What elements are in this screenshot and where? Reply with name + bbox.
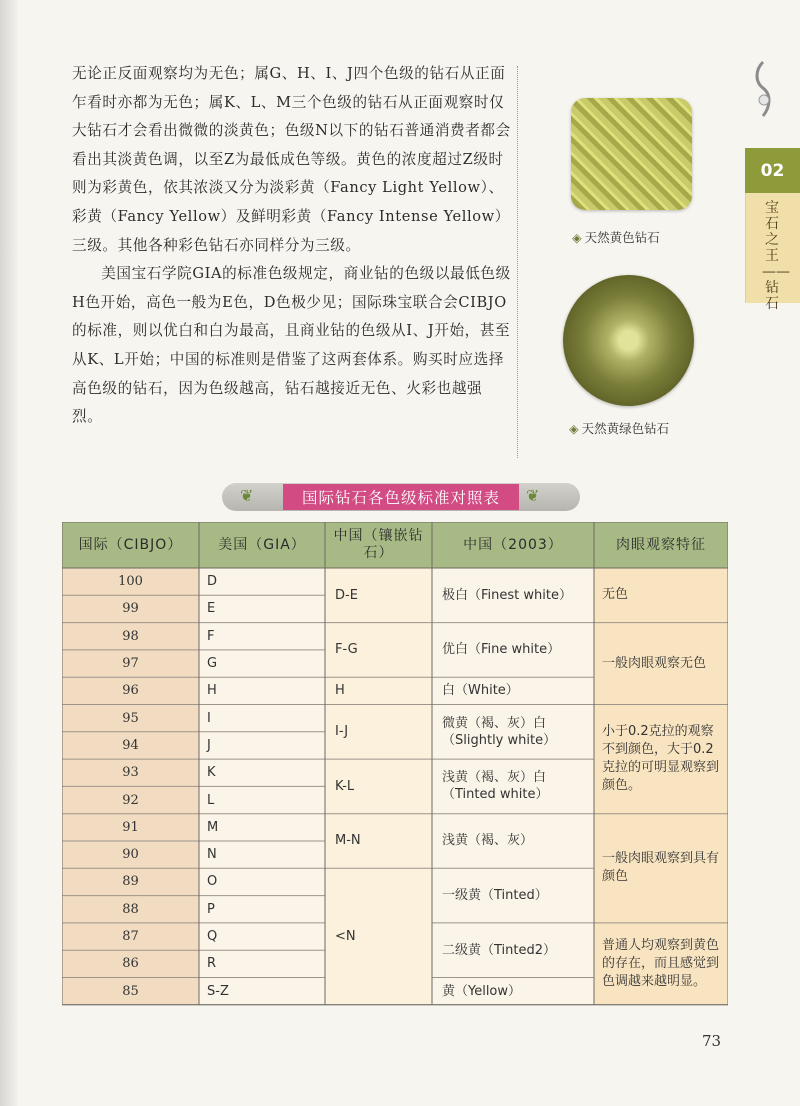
ornament-left-icon: ❦ bbox=[240, 486, 254, 505]
china-2003-grade: 一级黄（Tinted） bbox=[442, 888, 548, 904]
gia-grade: P bbox=[207, 901, 215, 917]
chapter-title: 宝石之王——钻石 bbox=[762, 200, 790, 312]
cibjo-grade: 96 bbox=[122, 683, 139, 699]
page-gutter bbox=[0, 0, 18, 1106]
figure-caption-1-text: 天然黄色钻石 bbox=[584, 230, 660, 245]
paragraph-standards: 美国宝石学院GIA的标准色级规定，商业钻的色级以最低色级H色开始，高色一般为E色，D色极少见；国际珠宝联合会CIBJO的标准，则以优白和白为最高，且商业钻的色级从I、J开始，甚至从K、L开始；中国的标准则是借鉴了这两套体系。购买时应选择高色级的钻石，因为色级越高，钻石越接近无色、火彩也越强烈。 bbox=[72, 265, 511, 426]
china-2003-grade: 极白（Finest white） bbox=[442, 587, 572, 603]
gia-grade: K bbox=[207, 765, 216, 781]
ornament-right-icon: ❦ bbox=[526, 486, 540, 505]
gia-grade: J bbox=[207, 737, 211, 753]
gia-grade: I bbox=[207, 710, 211, 726]
gia-grade: H bbox=[207, 683, 217, 699]
figure-caption-1 bbox=[572, 228, 660, 246]
gia-grade: N bbox=[207, 847, 217, 863]
diamond-bullet-icon: ◈ bbox=[569, 421, 579, 436]
visual-feature: 一般肉眼观察到具有颜色 bbox=[602, 851, 720, 885]
page-number: 73 bbox=[702, 1032, 722, 1050]
china-2003-grade: 白（White） bbox=[442, 683, 519, 699]
gia-grade: D bbox=[207, 574, 218, 590]
paragraph-color-grades: 无论正反面观察均为无色；属G、H、I、J四个色级的钻石从正面乍看时亦都为无色；属K、L、M三个色级的钻石从正面观察时仅大钻石才会看出微微的淡黄色；色级N以下的钻石普通消费者都会看出其淡黄色调，以至Z为最低成色等级。黄色的浓度超过Z级时则为彩黄色，依其浓淡又分为淡彩黄（Fancy Light Yellow）、彩黄（Fancy Yellow）及鲜明彩黄（Fancy Intense Yellow）三级。其他各种彩色钻石亦同样分为三级。 bbox=[72, 65, 511, 254]
cibjo-grade: 95 bbox=[122, 710, 139, 726]
cibjo-grade: 85 bbox=[122, 983, 139, 999]
gia-grade: M bbox=[207, 819, 219, 835]
visual-feature: 普通人均观察到黄色的存在，而且感觉到色调越来越明显。 bbox=[602, 937, 720, 989]
china-2003-grade: 浅黄（褐、灰）白（Tinted white） bbox=[442, 770, 549, 803]
color-grade-table bbox=[62, 522, 728, 1006]
cibjo-grade: 92 bbox=[122, 792, 139, 808]
cibjo-grade: 98 bbox=[122, 628, 139, 644]
cibjo-grade: 99 bbox=[122, 601, 139, 617]
table-header: 美国（GIA） bbox=[218, 536, 306, 553]
gia-grade: O bbox=[207, 874, 218, 890]
table-header: 肉眼观察特征 bbox=[616, 536, 706, 553]
china-2003-grade: 黄（Yellow） bbox=[442, 983, 522, 999]
gia-grade: E bbox=[207, 601, 216, 617]
china-mount-grade: M-N bbox=[335, 833, 361, 849]
china-mount-grade: F-G bbox=[335, 642, 358, 658]
gia-grade: F bbox=[207, 628, 215, 644]
cibjo-grade: 94 bbox=[122, 737, 139, 753]
gia-grade: Q bbox=[207, 929, 218, 945]
china-mount-grade: H bbox=[335, 683, 345, 699]
cibjo-grade: 89 bbox=[122, 874, 139, 890]
visual-feature: 小于0.2克拉的观察不到颜色，大于0.2克拉的可明显观察到颜色。 bbox=[602, 724, 720, 794]
cibjo-grade: 93 bbox=[122, 765, 139, 781]
body-text bbox=[72, 60, 512, 432]
table-header: 中国（镶嵌钻石） bbox=[333, 528, 424, 561]
table-header: 国际（CIBJO） bbox=[78, 536, 183, 553]
china-mount-grade: <N bbox=[335, 929, 356, 945]
china-2003-grade: 二级黄（Tinted2） bbox=[442, 942, 557, 958]
visual-feature: 无色 bbox=[602, 587, 629, 603]
cibjo-grade: 86 bbox=[122, 956, 139, 972]
yellow-green-diamond-photo bbox=[563, 275, 694, 406]
china-mount-grade: K-L bbox=[335, 778, 355, 794]
china-mount-grade: I-J bbox=[335, 724, 349, 740]
figure-caption-2-text: 天然黄绿色钻石 bbox=[581, 421, 670, 436]
visual-feature: 一般肉眼观察无色 bbox=[602, 655, 707, 671]
cibjo-grade: 88 bbox=[122, 901, 139, 917]
chapter-number: 02 bbox=[745, 148, 800, 193]
cibjo-grade: 100 bbox=[118, 574, 143, 590]
gia-grade: G bbox=[207, 656, 218, 672]
cibjo-grade: 97 bbox=[122, 656, 139, 672]
china-2003-grade: 浅黄（褐、灰） bbox=[442, 833, 534, 849]
gia-grade: S-Z bbox=[207, 983, 229, 999]
column-divider bbox=[517, 66, 518, 458]
gia-grade: L bbox=[207, 792, 215, 808]
cibjo-grade: 87 bbox=[122, 929, 139, 945]
cibjo-grade: 91 bbox=[122, 819, 139, 835]
pendant-icon bbox=[749, 60, 777, 124]
figure-caption-2 bbox=[569, 419, 669, 437]
table-header: 中国（2003） bbox=[463, 536, 563, 553]
cibjo-grade: 90 bbox=[122, 847, 139, 863]
gia-grade: R bbox=[207, 956, 217, 972]
china-mount-grade: D-E bbox=[335, 587, 358, 603]
diamond-bullet-icon: ◈ bbox=[572, 230, 582, 245]
table-title: 国际钻石各色级标准对照表 bbox=[283, 484, 519, 510]
china-2003-grade: 优白（Fine white） bbox=[442, 642, 561, 658]
china-2003-grade: 微黄（褐、灰）白（Slightly white） bbox=[442, 715, 557, 748]
yellow-diamond-photo bbox=[571, 98, 692, 210]
